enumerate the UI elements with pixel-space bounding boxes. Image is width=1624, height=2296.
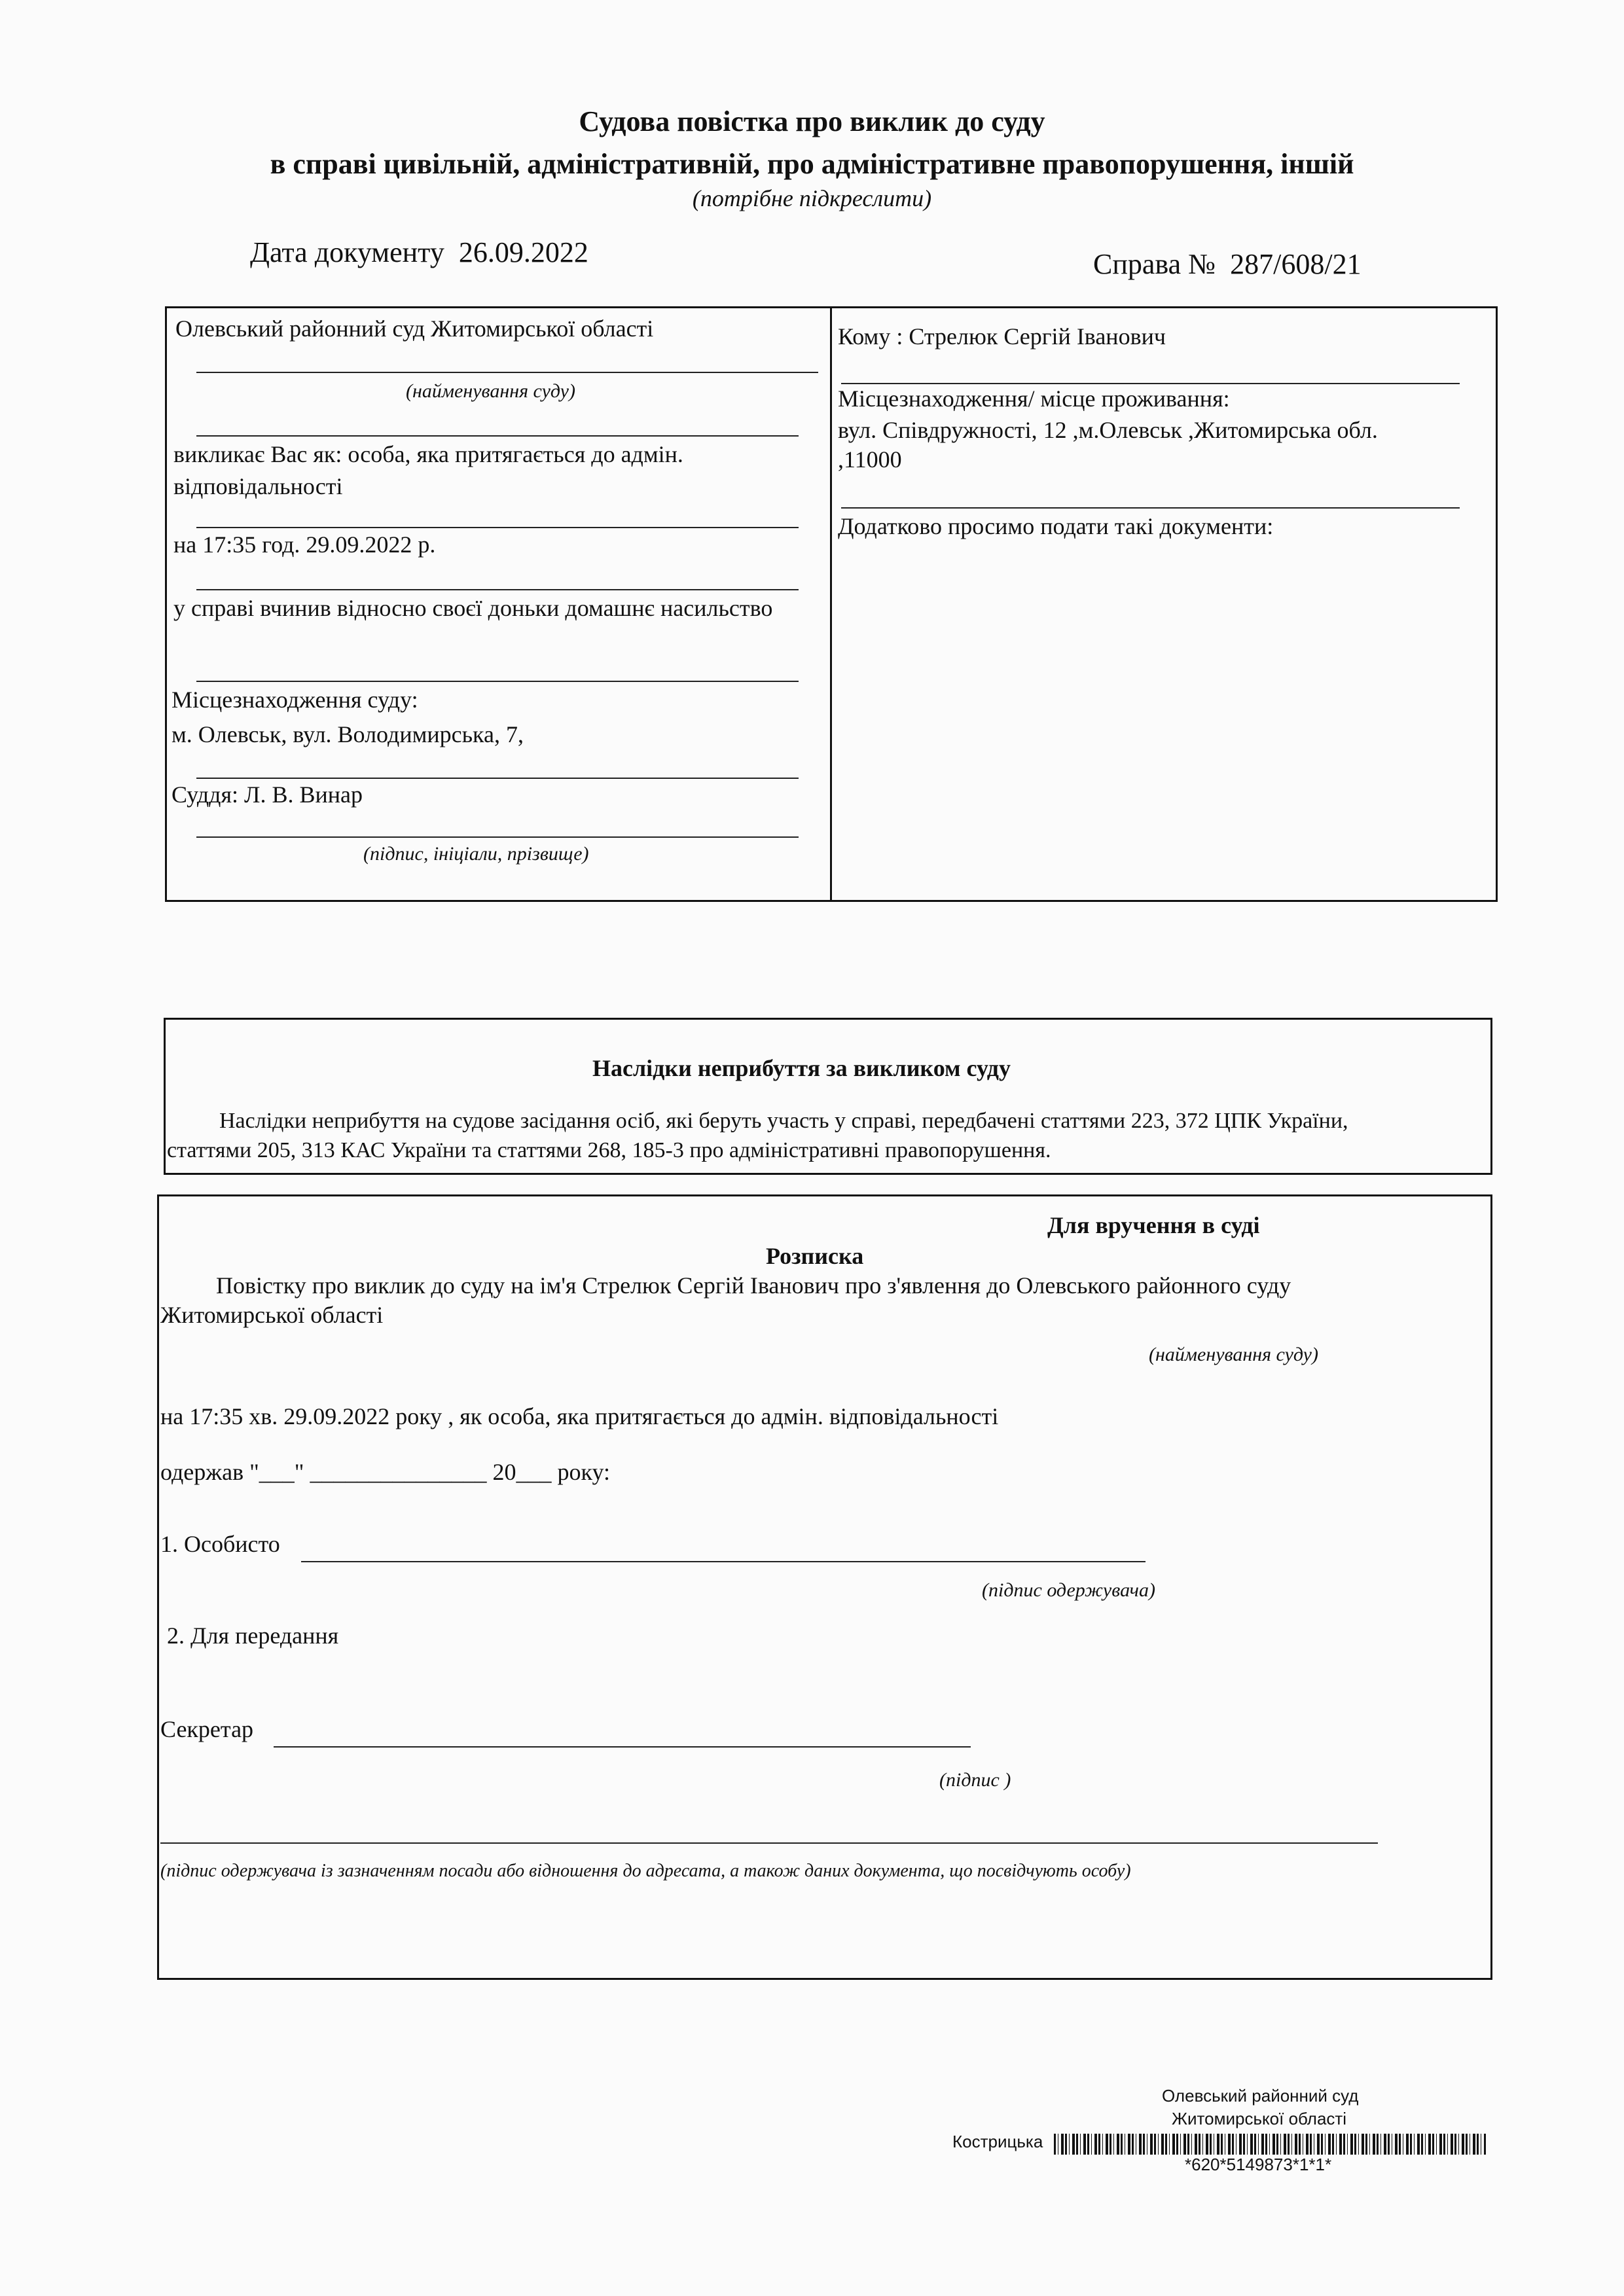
barcode: [1054, 2134, 1486, 2155]
residence-postcode: ,11000: [838, 446, 902, 473]
stamp-court-line1: Олевський районний суд: [1162, 2086, 1359, 2106]
transfer-label: 2. Для передання: [167, 1623, 339, 1649]
signature-underline: [196, 836, 799, 838]
judge-name: Суддя: Л. В. Винар: [171, 781, 363, 808]
stamp-court-line2: Житомирської області: [1172, 2109, 1347, 2128]
case-desc-divider: [196, 589, 799, 590]
receipt-court-caption: (найменування суду): [1149, 1344, 1318, 1365]
for-court-delivery: Для вручення в суді: [1047, 1212, 1260, 1238]
document-title-note: (потрібне підкреслити): [692, 185, 932, 211]
signature-caption: (підпис, ініціали, прізвище): [363, 843, 589, 865]
document-date: [250, 236, 588, 269]
receipt-title: Розписка: [766, 1243, 864, 1269]
extra-documents-request: Додатково просимо подати такі документи:: [838, 513, 1274, 539]
consequences-title: Наслідки неприбуття за викликом суду: [592, 1055, 1011, 1081]
received-date-line: одержав "___" _______________ 20___ року:: [160, 1459, 611, 1485]
location-divider: [196, 681, 799, 682]
residence-label: Місцезнаходження/ місце проживання:: [838, 386, 1230, 412]
residence-underline: [841, 507, 1460, 509]
recipient-details-line: [160, 1842, 1378, 1844]
hearing-time: на 17:35 год. 29.09.2022 р.: [173, 531, 436, 558]
court-location: м. Олевськ, вул. Володимирська, 7,: [171, 721, 524, 747]
time-divider: [196, 527, 799, 528]
document-title: Судова повістка про виклик до суду: [579, 105, 1045, 137]
document-date-value: 26.09.2022: [458, 236, 588, 268]
barcode-text: *620*5149873*1*1*: [1185, 2155, 1332, 2174]
court-name-underline: [196, 372, 818, 373]
case-number-label: Справа №: [1093, 248, 1216, 280]
consequences-text-line1: Наслідки неприбуття на судове засідання осіб, які беруть участь у справі, передбачені статтями 223, 372 ЦПК України,: [219, 1109, 1348, 1133]
secretary-signature-caption: (підпис ): [939, 1769, 1011, 1791]
addressee: Кому : Стрелюк Сергій Іванович: [838, 323, 1166, 350]
case-number-value: 287/608/21: [1230, 248, 1362, 280]
secretary-label: Секретар: [160, 1716, 254, 1742]
summons-column-divider: [830, 306, 832, 902]
document-subtitle: в справі цивільній, адміністративній, про адміністративне правопорушення, іншій: [270, 148, 1354, 180]
court-name: Олевський районний суд Житомирської області: [175, 315, 654, 342]
residence-address: вул. Співдружності, 12 ,м.Олевськ ,Житомирська обл.: [838, 417, 1378, 443]
receipt-time: на 17:35 хв. 29.09.2022 року , як особа, яка притягається до адмін. відповідальності: [160, 1403, 999, 1429]
summons-as-divider: [196, 435, 799, 437]
summons-as-text: викликає Вас як: особа, яка притягається до адмін. відповідальності: [173, 441, 683, 499]
recipient-details-caption: (підпис одержувача із зазначенням посади або відношення до адресата, а також даних документа, що посвідчують особу): [160, 1861, 1131, 1881]
recipient-signature-caption: (підпис одержувача): [982, 1579, 1155, 1601]
consequences-text-line2: статтями 205, 313 КАС України та статтями 268, 185-3 про адміністративні правопорушення.: [167, 1138, 1051, 1162]
clerk-name: Кострицька: [952, 2132, 1043, 2151]
document-date-label: Дата документу: [250, 236, 444, 268]
receipt-text-line1: Повістку про виклик до суду на ім'я Стрелюк Сергій Іванович про з'явлення до Олевського районного суду: [216, 1272, 1291, 1299]
case-description: у справі вчинив відносно своєї доньки домашнє насильство: [173, 595, 773, 621]
personally-label: 1. Особисто: [160, 1531, 280, 1557]
court-location-label: Місцезнаходження суду:: [171, 687, 418, 713]
case-number: [1093, 247, 1362, 281]
secretary-signature-line: [274, 1746, 971, 1748]
personally-signature-line: [301, 1561, 1146, 1562]
court-name-caption: (найменування суду): [406, 380, 575, 402]
receipt-text-line2: Житомирської області: [160, 1302, 384, 1328]
